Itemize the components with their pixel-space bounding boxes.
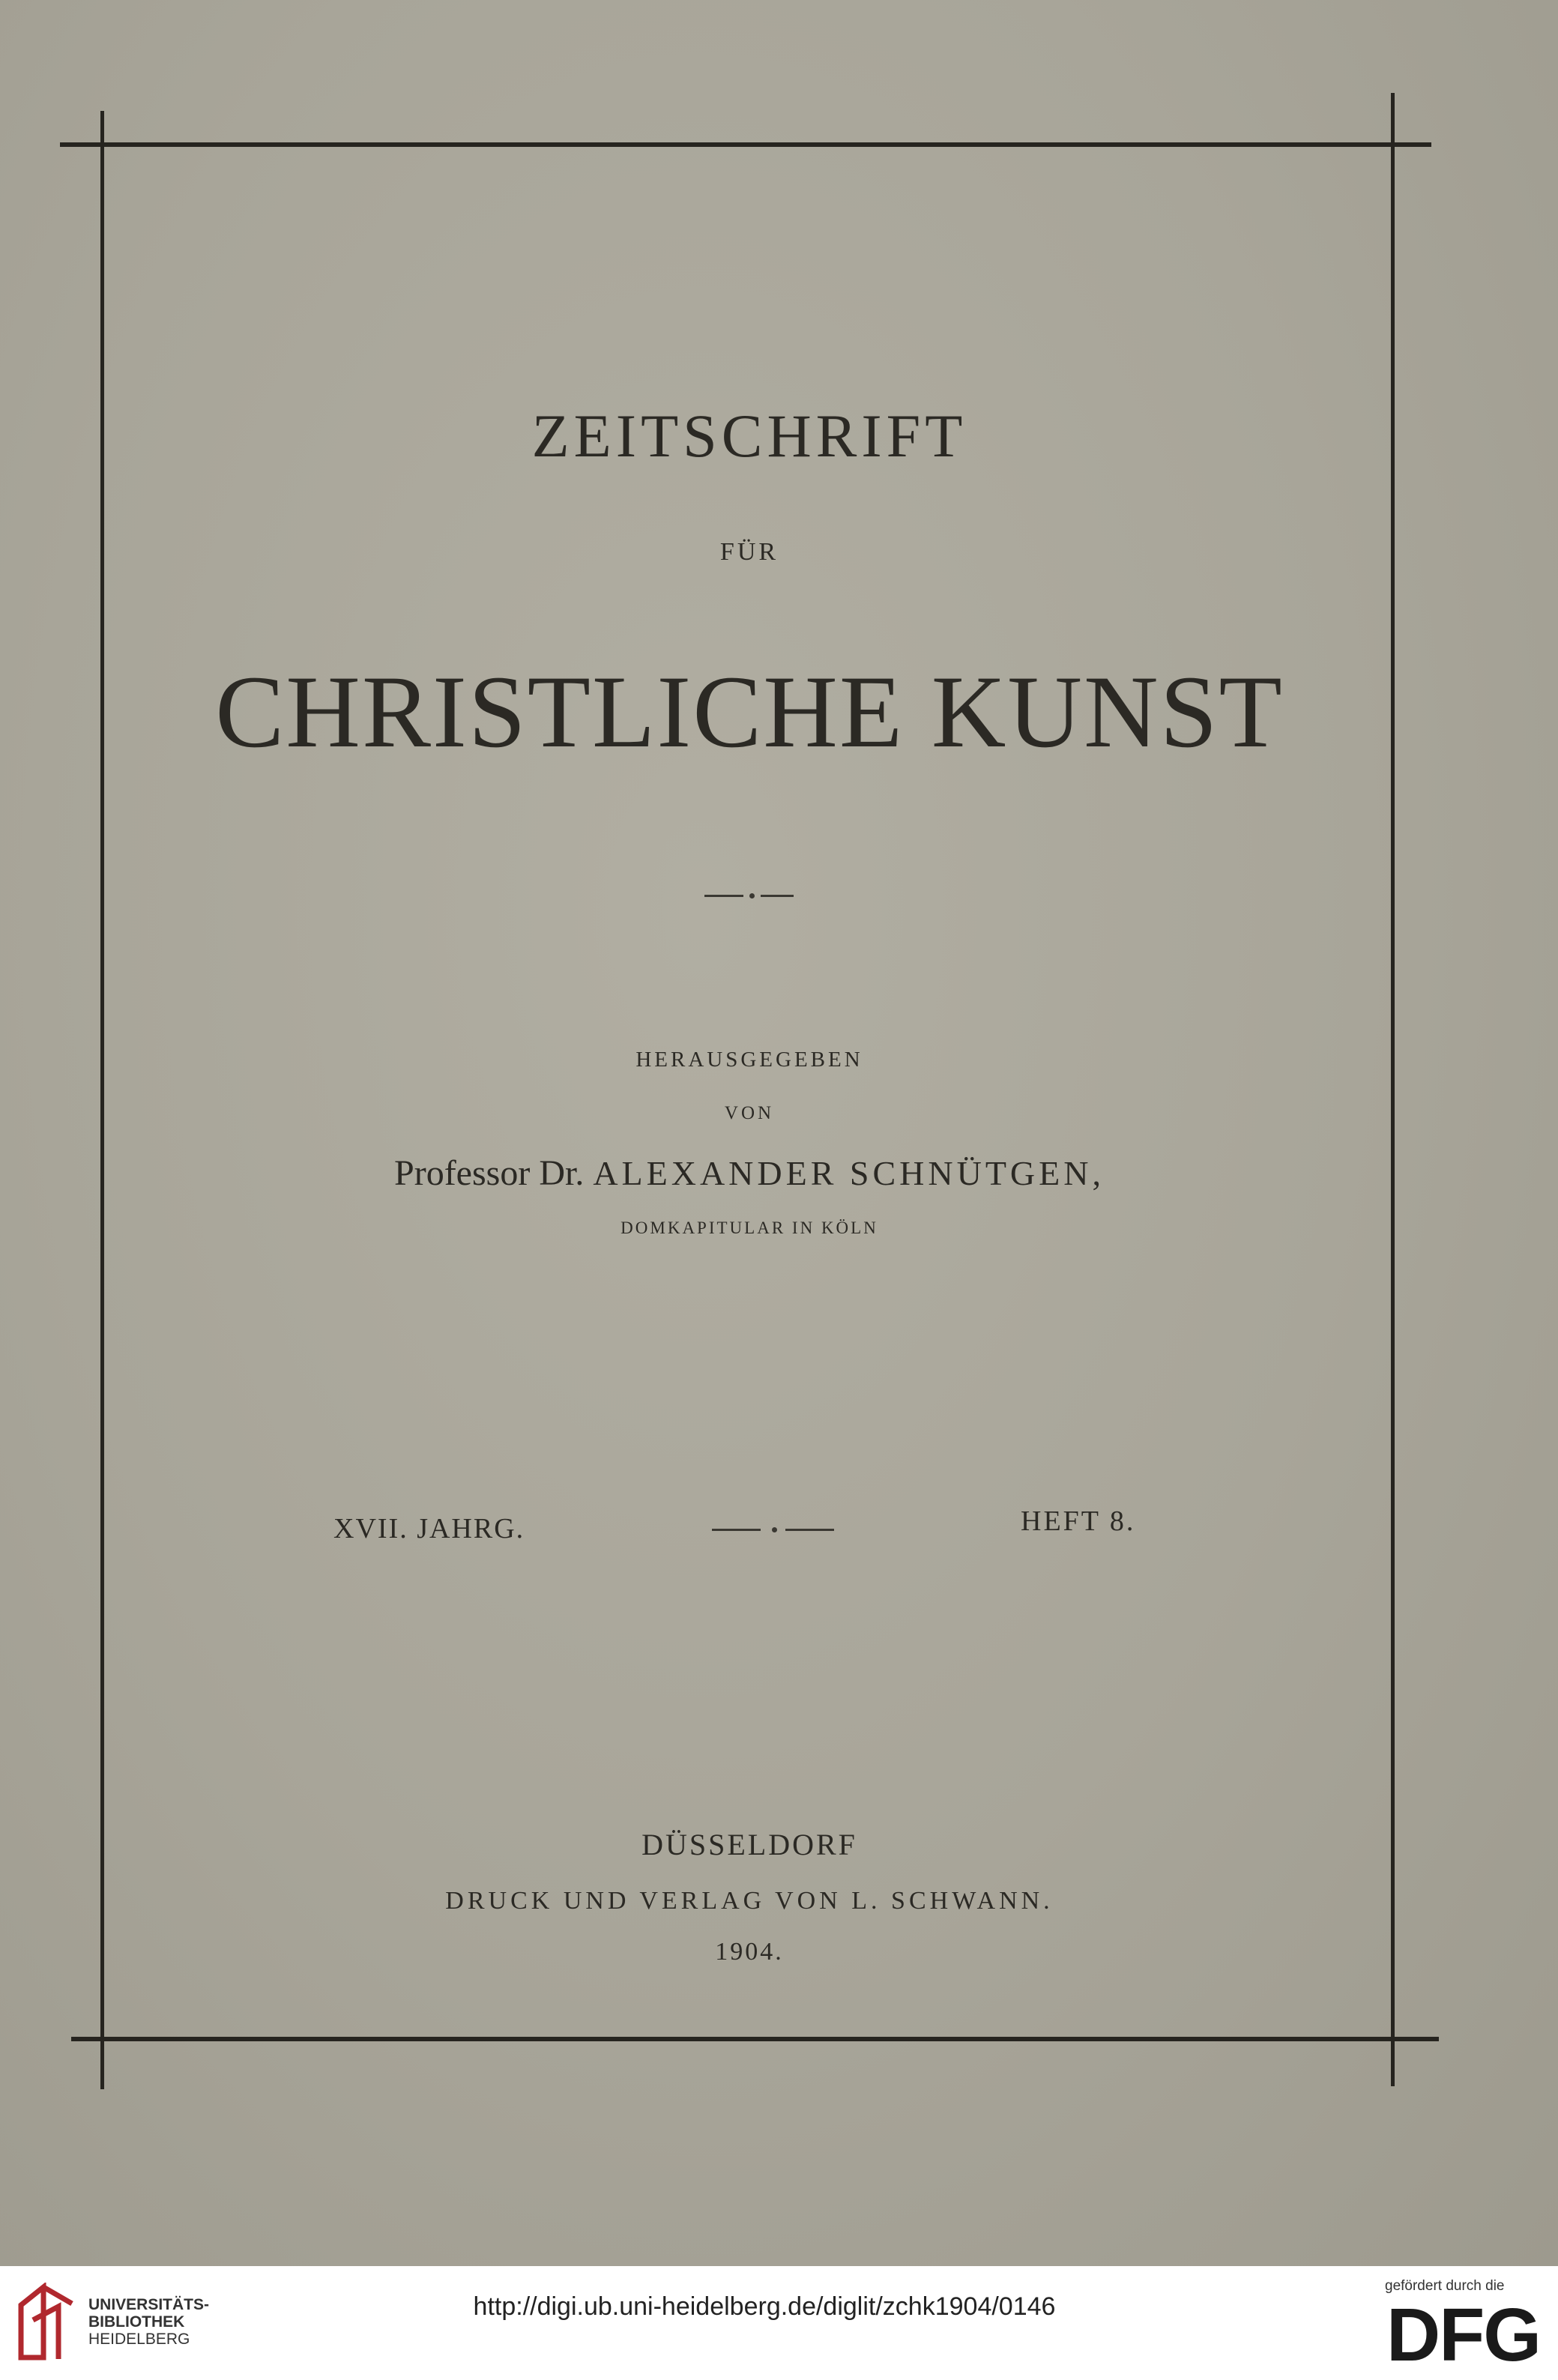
editor-name: ALEXANDER SCHNÜTGEN, [593,1154,1105,1192]
volume-label: XVII. JAHRG. [333,1513,525,1544]
library-name [88,2296,209,2348]
ornament-dash-left [704,895,743,897]
dfg-logo: DFG [1386,2293,1541,2377]
journal-title-large: CHRISTLICHE KUNST [215,654,1284,769]
ornament-dash-right [761,895,794,897]
library-line-2: BIBLIOTHEK [88,2313,185,2331]
editor-line [105,1153,1394,1194]
frame-right-rule [1391,93,1395,2086]
library-line-1: UNIVERSITÄTS- [88,2296,210,2313]
publisher-line: DRUCK UND VERLAG VON L. SCHWANN. [445,1887,1054,1915]
editor-role: DOMKAPITULAR IN KÖLN [621,1218,878,1237]
publication-city: DÜSSELDORF [641,1828,857,1861]
ornament-dash-right-2 [785,1529,834,1531]
frame-left-rule [100,111,104,2089]
funding-label: gefördert durch die [1385,2278,1505,2294]
permalink-url[interactable]: http://digi.ub.uni-heidelberg.de/diglit/zchk1904/0146 [473,2292,1056,2321]
publication-year: 1904. [715,1938,784,1966]
university-library-logo-icon [13,2283,79,2364]
edited-label: HERAUSGEGEBEN [635,1048,863,1072]
ornament-dot-2 [772,1527,777,1532]
preposition: FÜR [719,538,779,566]
library-line-3: HEIDELBERG [88,2331,190,2348]
frame-bottom-rule [71,2037,1439,2041]
digitization-footer [0,2266,1558,2380]
by-label: VON [724,1103,775,1123]
ornament-dash-left-2 [712,1529,761,1531]
frame-top-rule [60,142,1431,147]
editor-prefix: Professor Dr. [394,1153,585,1193]
issue-label: HEFT 8. [1021,1505,1136,1537]
journal-title-small: ZEITSCHRIFT [531,402,967,470]
ornament-dot [749,893,755,898]
